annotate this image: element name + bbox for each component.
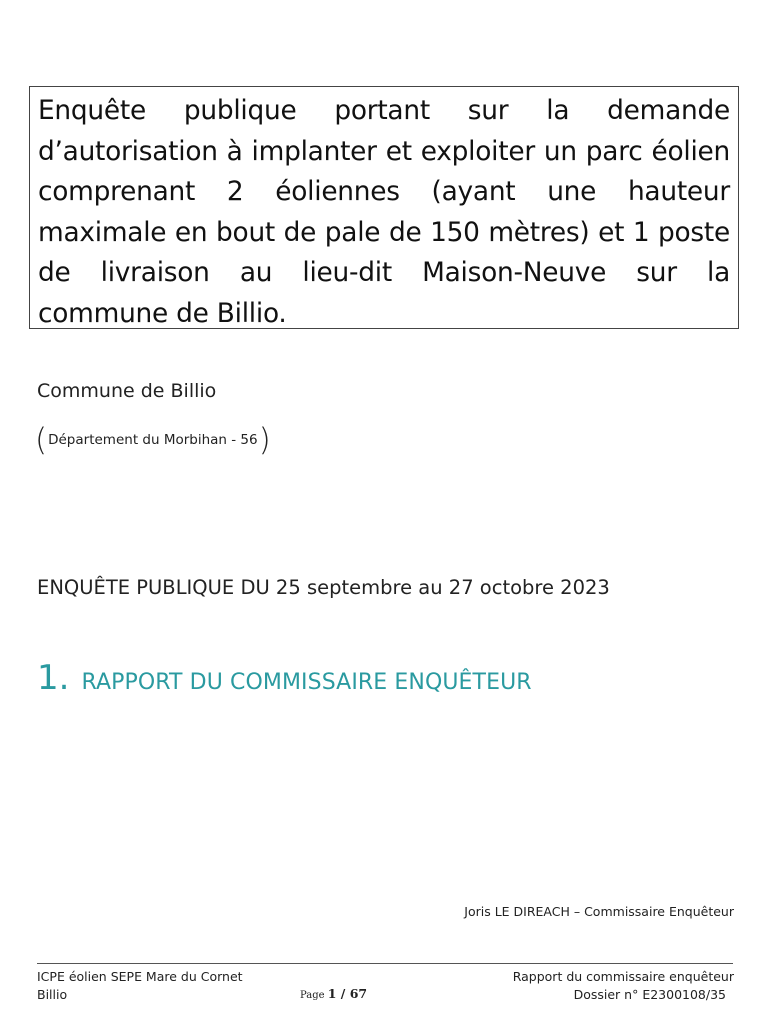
footer-project: ICPE éolien SEPE Mare du Cornet	[37, 969, 243, 984]
footer-report-type: Rapport du commissaire enquêteur	[512, 969, 734, 984]
footer-right	[513, 968, 734, 1004]
title-box	[29, 86, 739, 329]
departement-text: Département du Morbihan - 56	[48, 432, 258, 448]
document-title: Enquête publique portant sur la demande d’autorisation à implanter et exploiter un parc éolien comprenant 2 éoliennes (ayant une hauteur maximale en bout de pale de 150 mètres) et 1 poste de livraison au lieu-dit Maison-Neuve sur la commune de Billio.	[38, 95, 730, 329]
page-separator: /	[336, 986, 350, 1001]
footer-dossier: Dossier n° E2300108/35	[573, 987, 726, 1002]
section-heading	[37, 658, 532, 698]
enquete-dates: ENQUÊTE PUBLIQUE DU 25 septembre au 27 octobre 2023	[37, 576, 610, 599]
departement-line	[35, 420, 271, 460]
commune-name: Commune de Billio	[37, 380, 217, 402]
section-title: RAPPORT DU COMMISSAIRE ENQUÊTEUR	[81, 670, 532, 695]
page-prefix: Page	[300, 990, 328, 1001]
section-number: 1.	[37, 658, 70, 698]
footer-commune: Billio	[37, 987, 68, 1002]
signature: Joris LE DIREACH – Commissaire Enquêteur	[464, 904, 734, 919]
page-current: 1	[327, 986, 337, 1001]
footer-divider	[37, 963, 733, 964]
footer-left	[37, 968, 243, 1004]
open-paren: (	[35, 422, 48, 458]
close-paren: )	[258, 422, 271, 458]
page-total: 67	[349, 986, 368, 1001]
page-number	[300, 986, 367, 1001]
